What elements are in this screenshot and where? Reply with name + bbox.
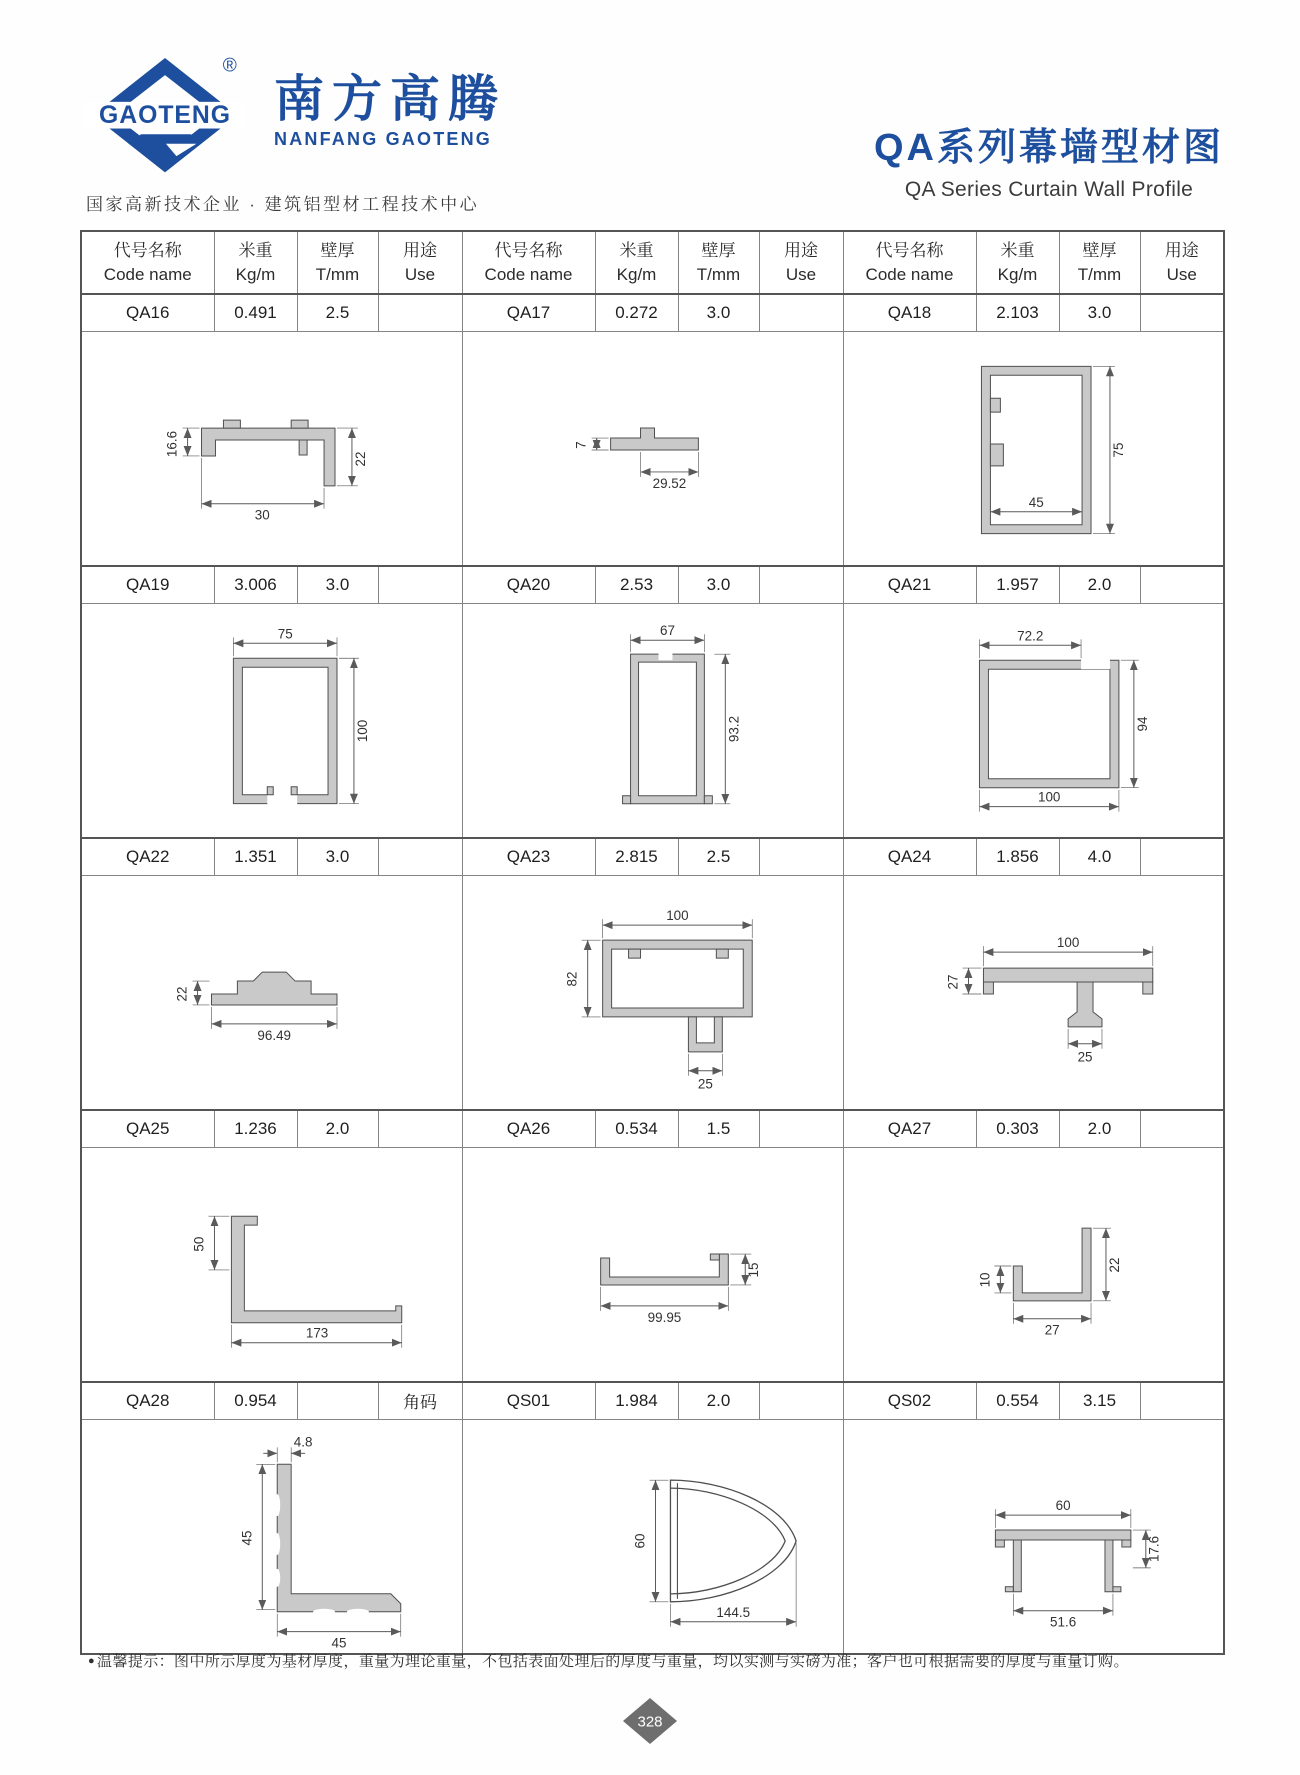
- drawing-qa25: [81, 1147, 462, 1382]
- drawing-row: [81, 331, 1224, 566]
- cell-code: QS01: [462, 1382, 595, 1420]
- drawing-qa16: [81, 331, 462, 566]
- profile-drawing: [463, 876, 843, 1109]
- cell-kgm: 2.815: [595, 838, 678, 876]
- dim-label: 4.8: [293, 1433, 313, 1449]
- dim-label: 67: [659, 622, 675, 638]
- dim-label: 15: [745, 1262, 761, 1278]
- cell-kgm: 2.103: [976, 294, 1059, 332]
- cell-use: [378, 566, 462, 604]
- cell-tmm: 3.0: [297, 838, 378, 876]
- dim-label: 82: [564, 971, 580, 987]
- table-header-row: [81, 231, 1224, 294]
- cell-use: [1140, 1382, 1224, 1420]
- logo-wordmark: GAOTENG: [99, 101, 231, 129]
- drawing-qa23: [462, 875, 843, 1110]
- col-tmm: 壁厚 T/mm: [297, 231, 378, 294]
- brand-name-cn: 南方高腾: [274, 71, 506, 127]
- cell-use: [759, 1110, 843, 1148]
- drawing-row: [81, 1147, 1224, 1382]
- cell-code: QA24: [843, 838, 976, 876]
- dim-label: 75: [277, 625, 293, 641]
- cell-use: [378, 294, 462, 332]
- dim-label: 22: [352, 451, 368, 467]
- cell-code: QA23: [462, 838, 595, 876]
- cell-tmm: 2.0: [297, 1110, 378, 1148]
- page-title-block: [874, 116, 1224, 202]
- cell-kgm: 0.303: [976, 1110, 1059, 1148]
- profile-drawing: [844, 604, 1224, 837]
- cell-kgm: 1.984: [595, 1382, 678, 1420]
- cell-code: QA21: [843, 566, 976, 604]
- dim-label: 25: [1077, 1049, 1093, 1065]
- cell-code: QS02: [843, 1382, 976, 1420]
- cell-kgm: 1.351: [214, 838, 297, 876]
- dim-label: 93.2: [725, 715, 741, 742]
- cell-use: [759, 1382, 843, 1420]
- col-use: 用途 Use: [378, 231, 462, 294]
- drawing-row: [81, 603, 1224, 838]
- cell-code: QA18: [843, 294, 976, 332]
- cell-tmm: 3.15: [1059, 1382, 1140, 1420]
- col-tmm: 壁厚 T/mm: [678, 231, 759, 294]
- drawing-qa20: [462, 603, 843, 838]
- profile-drawing: [463, 1420, 843, 1653]
- cell-tmm: 1.5: [678, 1110, 759, 1148]
- profile-drawing: [844, 332, 1224, 565]
- cell-code: QA25: [81, 1110, 214, 1148]
- profile-table: [80, 230, 1225, 1655]
- code-row: [81, 838, 1224, 876]
- drawing-qs01: [462, 1419, 843, 1654]
- dim-label: 45: [239, 1530, 255, 1546]
- cell-kgm: 2.53: [595, 566, 678, 604]
- cell-use: [378, 838, 462, 876]
- dim-label: 25: [697, 1076, 713, 1092]
- dim-label: 50: [191, 1236, 207, 1252]
- cell-kgm: 0.272: [595, 294, 678, 332]
- page-title-cn: QA系列幕墙型材图: [873, 127, 1224, 169]
- col-code-name: 代号名称 Code name: [843, 231, 976, 294]
- dim-label: 22: [174, 986, 190, 1002]
- note-text: 温馨提示：图中所示厚度为基材厚度，重量为理论重量，不包括表面处理后的厚度与重量，均以实测与实磅为准；客户也可根据需要的厚度与重量订购。: [97, 1653, 1129, 1670]
- profile-drawing: [82, 332, 462, 565]
- drawing-qa24: [843, 875, 1224, 1110]
- profile-drawing: [82, 1420, 462, 1653]
- col-kgm: 米重 Kg/m: [214, 231, 297, 294]
- cell-use: [1140, 1110, 1224, 1148]
- cell-kgm: 0.491: [214, 294, 297, 332]
- company-tagline: 国家高新技术企业 · 建筑铝型材工程技术中心: [86, 195, 480, 214]
- cell-use: [1140, 566, 1224, 604]
- drawing-qa21: [843, 603, 1224, 838]
- cell-kgm: 1.957: [976, 566, 1059, 604]
- brand-names: [274, 52, 506, 150]
- cell-use: [1140, 838, 1224, 876]
- drawing-qa22: [81, 875, 462, 1110]
- dim-label: 22: [1106, 1257, 1122, 1273]
- col-tmm: 壁厚 T/mm: [1059, 231, 1140, 294]
- col-code-name: 代号名称 Code name: [81, 231, 214, 294]
- cell-tmm: 2.0: [1059, 1110, 1140, 1148]
- drawing-row: [81, 1419, 1224, 1654]
- cell-tmm: 2.0: [678, 1382, 759, 1420]
- cell-kgm: 0.554: [976, 1382, 1059, 1420]
- cell-code: QA17: [462, 294, 595, 332]
- cell-kgm: 0.534: [595, 1110, 678, 1148]
- profile-drawing: [844, 1148, 1224, 1381]
- cell-kgm: 1.856: [976, 838, 1059, 876]
- dim-label: 17.6: [1146, 1535, 1162, 1562]
- dim-label: 60: [632, 1533, 648, 1549]
- code-row: [81, 1382, 1224, 1420]
- cell-use: [759, 294, 843, 332]
- dim-label: 99.95: [647, 1309, 681, 1325]
- col-use: 用途 Use: [759, 231, 843, 294]
- dim-label: 29.52: [652, 475, 686, 491]
- drawing-qa26: [462, 1147, 843, 1382]
- profile-drawing: [844, 1420, 1224, 1653]
- dim-label: 45: [1028, 494, 1044, 510]
- drawing-qs02: [843, 1419, 1224, 1654]
- cell-tmm: 2.0: [1059, 566, 1140, 604]
- cell-use: [378, 1110, 462, 1148]
- cell-use: [1140, 294, 1224, 332]
- col-use: 用途 Use: [1140, 231, 1224, 294]
- dim-label: 75: [1110, 442, 1126, 458]
- dim-label: 7: [573, 440, 589, 449]
- note-bullet: ●: [88, 1655, 96, 1667]
- cell-tmm: 3.0: [678, 566, 759, 604]
- drawing-row: [81, 875, 1224, 1110]
- gaoteng-logo-icon: [84, 52, 246, 186]
- brand-header: [84, 52, 506, 186]
- dim-label: 16.6: [164, 430, 180, 457]
- profile-drawing: [463, 332, 843, 565]
- cell-tmm: 3.0: [1059, 294, 1140, 332]
- page-number: 328: [637, 1713, 663, 1731]
- profile-drawing: [844, 876, 1224, 1109]
- dim-label: 94: [1134, 716, 1150, 732]
- dim-label: 72.2: [1016, 627, 1043, 643]
- profile-drawing: [463, 604, 843, 837]
- dim-label: 27: [945, 974, 961, 990]
- registered-mark: ®: [222, 55, 237, 77]
- dim-label: 51.6: [1049, 1614, 1076, 1630]
- code-row: [81, 1110, 1224, 1148]
- brand-name-en: NANFANG GAOTENG: [274, 129, 493, 149]
- cell-tmm: [297, 1382, 378, 1420]
- dim-label: 100: [1056, 934, 1079, 950]
- page-title-en: QA Series Curtain Wall Profile: [904, 178, 1194, 201]
- dim-label: 96.49: [257, 1027, 292, 1043]
- dim-label: 173: [305, 1325, 329, 1341]
- dim-label: 27: [1044, 1322, 1060, 1338]
- page-number-diamond: [623, 1698, 677, 1744]
- cell-tmm: 2.5: [678, 838, 759, 876]
- col-kgm: 米重 Kg/m: [595, 231, 678, 294]
- dim-label: 100: [665, 907, 689, 923]
- profile-drawing: [82, 876, 462, 1109]
- cell-tmm: 3.0: [297, 566, 378, 604]
- drawing-qa18: [843, 331, 1224, 566]
- dim-label: 100: [1037, 789, 1060, 805]
- cell-use: [759, 838, 843, 876]
- cell-code: QA19: [81, 566, 214, 604]
- cell-tmm: 2.5: [297, 294, 378, 332]
- cell-kgm: 0.954: [214, 1382, 297, 1420]
- code-row: [81, 294, 1224, 332]
- dim-label: 100: [354, 719, 370, 742]
- cell-tmm: 3.0: [678, 294, 759, 332]
- footer-note: [88, 1650, 1129, 1671]
- profile-drawing: [82, 604, 462, 837]
- drawing-qa17: [462, 331, 843, 566]
- dim-label: 45: [331, 1635, 347, 1651]
- cell-code: QA16: [81, 294, 214, 332]
- dim-label: 30: [254, 507, 270, 523]
- dim-label: 10: [976, 1272, 992, 1288]
- drawing-qa28: [81, 1419, 462, 1654]
- code-row: [81, 566, 1224, 604]
- cell-tmm: 4.0: [1059, 838, 1140, 876]
- cell-kgm: 1.236: [214, 1110, 297, 1148]
- profile-drawing: [463, 1148, 843, 1381]
- cell-code: QA28: [81, 1382, 214, 1420]
- cell-code: QA22: [81, 838, 214, 876]
- dim-label: 144.5: [715, 1604, 750, 1620]
- cell-use: 角码: [378, 1382, 462, 1420]
- drawing-qa19: [81, 603, 462, 838]
- drawing-qa27: [843, 1147, 1224, 1382]
- cell-code: QA27: [843, 1110, 976, 1148]
- cell-code: QA26: [462, 1110, 595, 1148]
- cell-code: QA20: [462, 566, 595, 604]
- profile-drawing: [82, 1148, 462, 1381]
- cell-use: [759, 566, 843, 604]
- cell-kgm: 3.006: [214, 566, 297, 604]
- col-code-name: 代号名称 Code name: [462, 231, 595, 294]
- dim-label: 60: [1055, 1497, 1071, 1513]
- col-kgm: 米重 Kg/m: [976, 231, 1059, 294]
